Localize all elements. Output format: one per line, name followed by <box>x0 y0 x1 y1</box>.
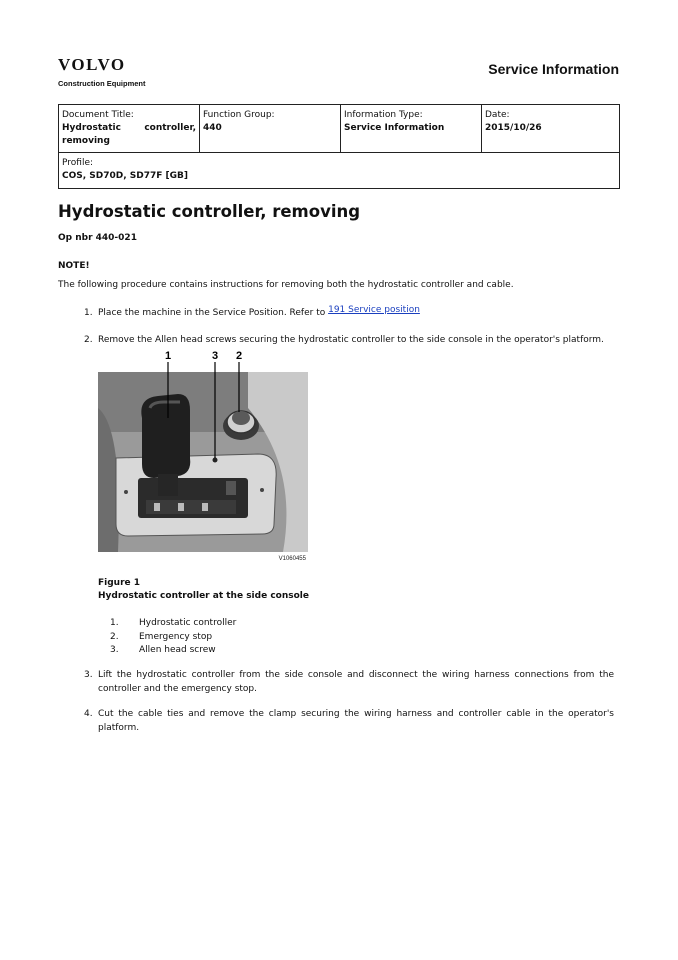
step-text-line-1: Cut the cable ties and remove the clamp securing the wiring harness and controller cable in the operator's <box>98 709 614 719</box>
brand-name: VOLVO <box>58 55 126 74</box>
console-screw-right <box>260 488 264 492</box>
profile-cell <box>59 153 620 189</box>
function-group-cell <box>200 105 341 153</box>
function-group-label: Function Group: <box>203 110 275 120</box>
legend-label: Emergency stop <box>139 631 213 642</box>
doc-title-cell <box>59 105 200 153</box>
info-type-cell <box>341 105 482 153</box>
function-group-value: 440 <box>203 123 222 133</box>
step-number: 1. <box>84 308 93 318</box>
step-2 <box>84 333 614 347</box>
intro-text: The following procedure contains instructions for removing both the hydrostatic controller and cable. <box>58 280 514 290</box>
legend-item <box>110 631 236 645</box>
switch-1 <box>154 503 160 511</box>
doc-title-label: Document Title: <box>62 110 134 120</box>
photo-code-strip <box>98 552 308 562</box>
step-text-line-1: Lift the hydrostatic controller from the side console and disconnect the wiring harness connections from the <box>98 670 614 680</box>
legend-label: Allen head screw <box>139 645 216 655</box>
legend-item <box>110 617 236 631</box>
volvo-logo <box>58 56 146 88</box>
controller-shaft <box>158 474 178 496</box>
legend-label: Hydrostatic controller <box>139 618 237 628</box>
step-number: 2. <box>84 335 93 345</box>
step-4 <box>84 707 614 735</box>
figure-title: Hydrostatic controller at the side console <box>98 591 309 601</box>
legend-number: 3. <box>110 645 119 655</box>
op-number: Op nbr 440-021 <box>58 233 137 243</box>
date-label: Date: <box>485 110 510 120</box>
document-meta-table <box>58 104 620 189</box>
console-button <box>226 481 236 495</box>
doc-title-line1 <box>62 122 196 135</box>
step-text-line-2: platform. <box>98 723 140 733</box>
doc-title-line2: removing <box>62 136 110 146</box>
allen-head-screw <box>213 458 218 463</box>
console-screw-left <box>124 490 128 494</box>
info-type-value: Service Information <box>344 123 445 133</box>
step-text: Place the machine in the Service Position. Refer to <box>98 308 329 318</box>
hydrostatic-controller-photo <box>98 348 308 562</box>
step-3 <box>84 668 614 696</box>
doc-title-word-2: controller, <box>144 123 196 133</box>
callout-1: 1 <box>164 350 172 362</box>
date-cell <box>482 105 620 153</box>
step-1 <box>84 306 584 320</box>
profile-value: COS, SD70D, SD77F [GB] <box>62 171 189 181</box>
switch-3 <box>202 503 208 511</box>
brand-subtitle: Construction Equipment <box>58 79 146 88</box>
step-text-line-2: controller and the emergency stop. <box>98 684 257 694</box>
step-number: 3. <box>84 670 93 680</box>
header-title: Service Information <box>488 61 619 77</box>
callout-2: 2 <box>235 350 243 362</box>
callout-3: 3 <box>211 350 219 362</box>
legend-number: 2. <box>110 631 119 642</box>
info-type-label: Information Type: <box>344 110 423 120</box>
emergency-stop-button <box>232 411 250 425</box>
figure-image <box>98 348 308 562</box>
service-position-link[interactable]: 191 Service position <box>328 305 420 315</box>
date-value: 2015/10/26 <box>485 123 542 133</box>
switch-2 <box>178 503 184 511</box>
image-code: V1060455 <box>278 556 306 562</box>
note-label: NOTE! <box>58 261 90 271</box>
figure-legend <box>110 617 236 658</box>
step-text: Remove the Allen head screws securing the hydrostatic controller to the side console in the operator's platform. <box>98 335 604 345</box>
legend-number: 1. <box>110 618 119 628</box>
profile-label: Profile: <box>62 158 94 168</box>
legend-item <box>110 644 236 658</box>
page-heading: Hydrostatic controller, removing <box>58 202 361 221</box>
figure-number: Figure 1 <box>98 578 141 588</box>
step-number: 4. <box>84 709 93 719</box>
hydrostatic-controller <box>141 394 190 478</box>
figure-caption <box>98 577 309 603</box>
doc-title-word-1: Hydrostatic <box>62 123 121 133</box>
